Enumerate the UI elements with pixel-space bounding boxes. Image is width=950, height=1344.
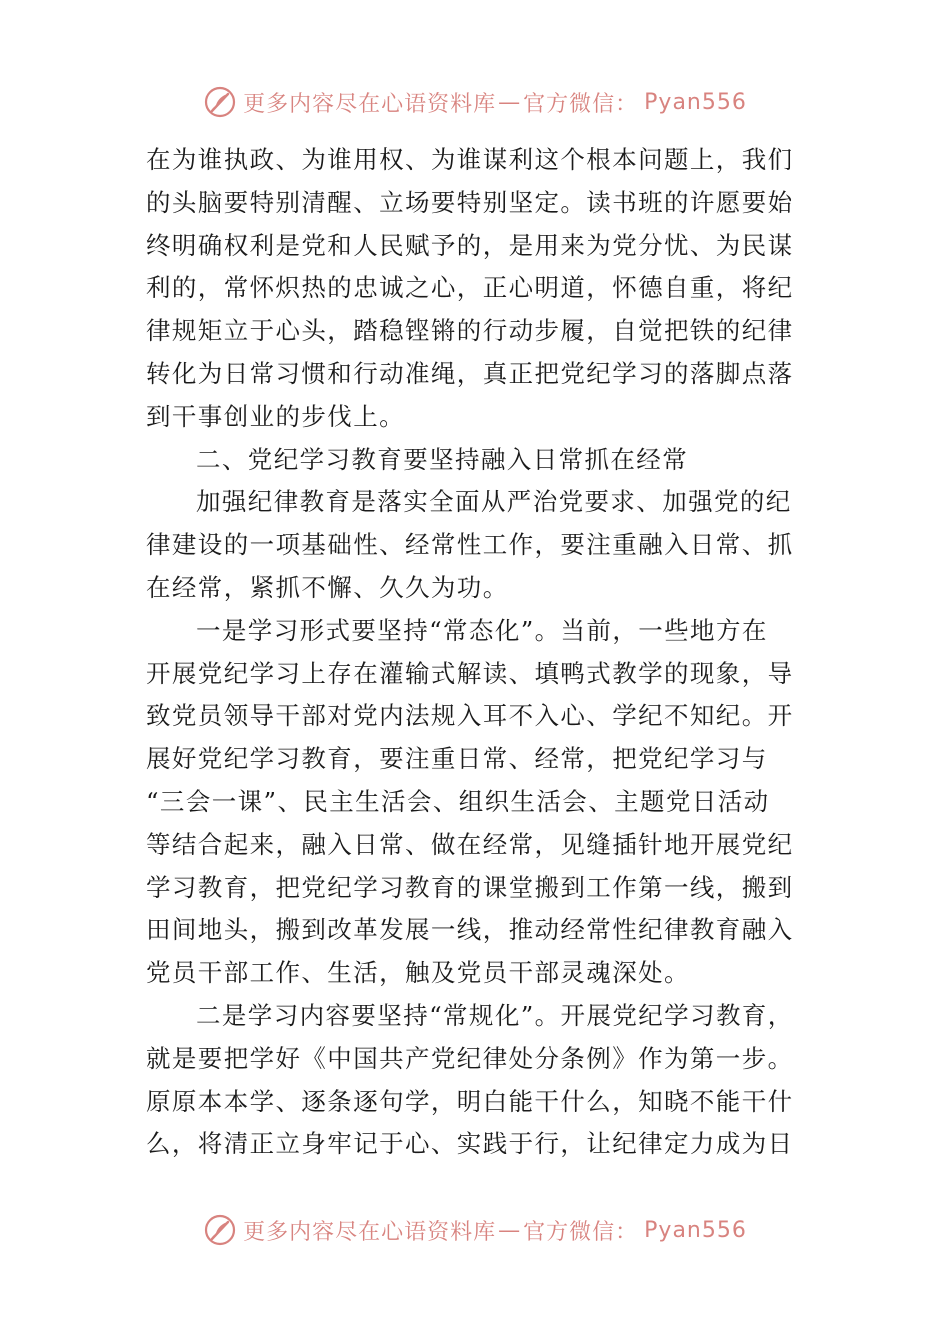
body-line: 么，将清正立身牢记于心、实践于行，让纪律定力成为日: [146, 1129, 794, 1159]
body-line: 开展党纪学习上存在灌输式解读、填鸭式教学的现象，导: [146, 658, 794, 688]
banner-wechat-label: 官方微信：: [523, 1219, 639, 1245]
banner-brand-text: 更多内容尽在心语资料库: [243, 1219, 497, 1245]
body-line: 律规矩立于心头，踏稳铿锵的行动步履，自觉把铁的纪律: [146, 316, 794, 346]
paragraph-first-line: 加强纪律教育是落实全面从严治党要求、加强党的纪: [196, 487, 792, 517]
header-watermark-banner: [0, 80, 950, 124]
banner-separator: —: [498, 1217, 522, 1243]
footer-watermark-banner: [0, 1208, 950, 1252]
body-line: 律建设的一项基础性、经常性工作，要注重融入日常、抓: [146, 530, 794, 560]
body-line: 等结合起来，融入日常、做在经常，见缝插针地开展党纪: [146, 829, 794, 859]
body-line: 原原本本学、逐条逐句学，明白能干什么，知晓不能干什: [146, 1086, 794, 1116]
body-line: 致党员领导干部对党内法规入耳不入心、学纪不知纪。开: [146, 701, 794, 731]
section-heading: 二、党纪学习教育要坚持融入日常抓在经常: [196, 444, 689, 474]
body-line: 学习教育，把党纪学习教育的课堂搬到工作第一线，搬到: [146, 872, 794, 902]
banner-brand-text: 更多内容尽在心语资料库: [243, 91, 497, 117]
body-line: 党员干部工作、生活，触及党员干部灵魂深处。: [146, 958, 690, 988]
body-line: 到干事创业的步伐上。: [146, 401, 405, 431]
banner-separator: —: [498, 89, 522, 115]
body-line: 的头脑要特别清醒、立场要特别坚定。读书班的许愿要始: [146, 187, 794, 217]
banner-wechat-id: Pyan556: [644, 1217, 747, 1243]
banner-wechat-id: Pyan556: [644, 89, 747, 115]
quill-logo-icon: [203, 85, 237, 119]
body-line: 田间地头，搬到改革发展一线，推动经常性纪律教育融入: [146, 915, 794, 945]
document-body: [146, 139, 806, 1166]
body-line: 在为谁执政、为谁用权、为谁谋利这个根本问题上，我们: [146, 145, 794, 174]
body-line: 转化为日常习惯和行动准绳，真正把党纪学习的落脚点落: [146, 358, 794, 388]
quill-logo-icon: [203, 1213, 237, 1247]
body-line: 在经常，紧抓不懈、久久为功。: [146, 572, 509, 602]
body-line: “三会一课”、民主生活会、组织生活会、主题党日活动: [146, 786, 770, 816]
paragraph-first-line: 二是学习内容要坚持“常规化”。开展党纪学习教育，: [196, 1000, 794, 1030]
paragraph-first-line: 一是学习形式要坚持“常态化”。当前，一些地方在: [196, 615, 768, 645]
body-line: 终明确权利是党和人民赋予的，是用来为党分忧、为民谋: [146, 230, 794, 260]
body-line: 就是要把学好《中国共产党纪律处分条例》作为第一步。: [146, 1043, 794, 1073]
body-line: 利的，常怀炽热的忠诚之心，正心明道，怀德自重，将纪: [146, 273, 794, 303]
banner-wechat-label: 官方微信：: [523, 91, 639, 117]
body-line: 展好党纪学习教育，要注重日常、经常，把党纪学习与: [146, 744, 768, 774]
